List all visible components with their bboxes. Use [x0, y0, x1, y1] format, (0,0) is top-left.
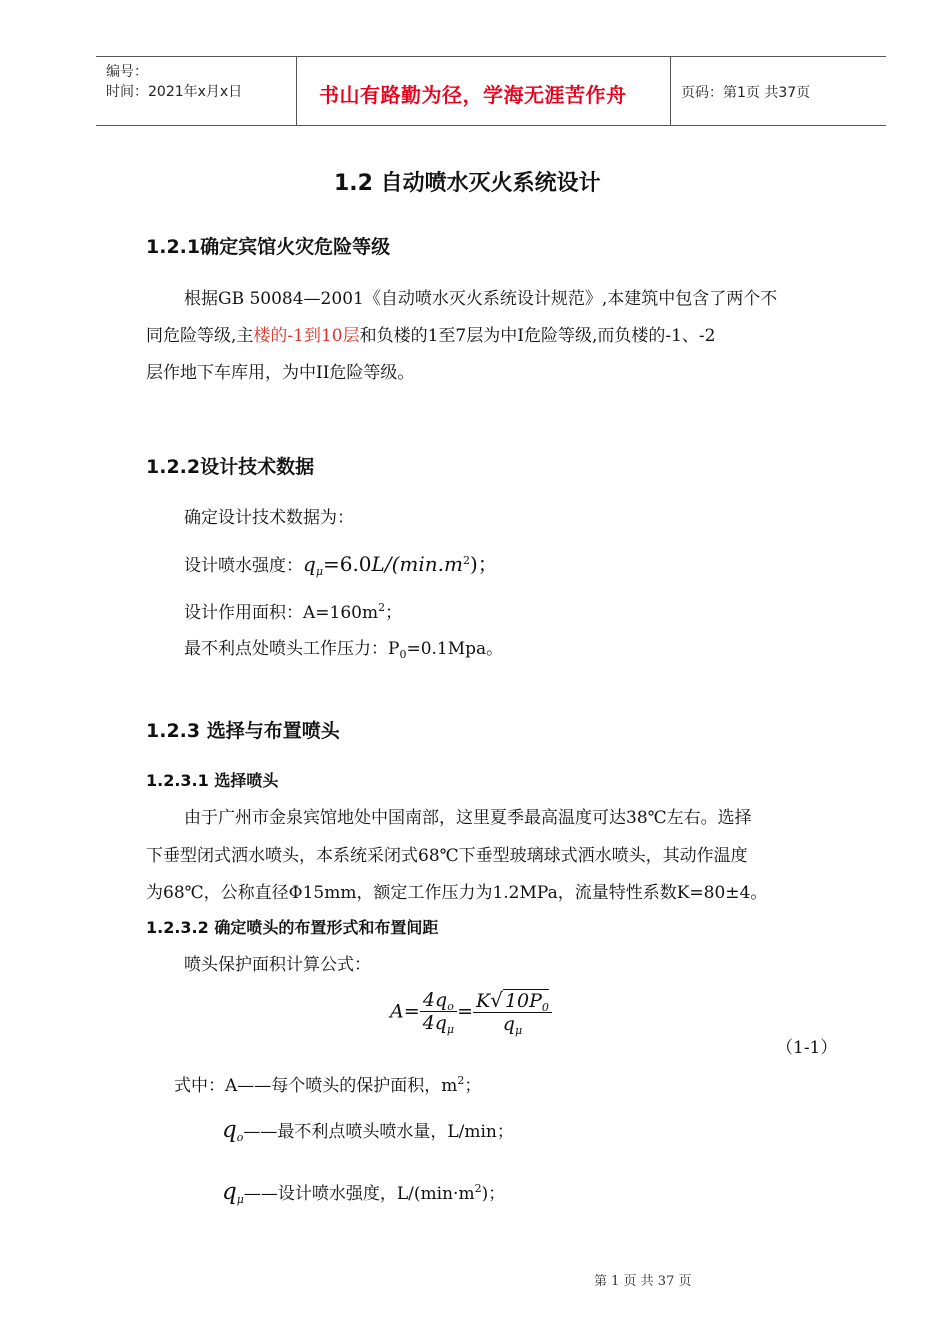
- intensity-symbol: q: [303, 552, 316, 576]
- q0-desc: ——最不利点喷头喷水量，L/min；: [243, 1122, 514, 1142]
- heading-1-2-3-2: 1.2.3.2 确定喷头的布置形式和布置间距: [146, 918, 439, 937]
- intensity-end: )；: [469, 552, 498, 576]
- pressure-line: [184, 634, 503, 659]
- numerator-sub: o: [447, 1000, 454, 1013]
- denominator-text: 4q: [422, 1012, 447, 1034]
- denominator-sub: μ: [514, 1024, 523, 1037]
- formula-intro: 喷头保护面积计算公式：: [184, 955, 371, 975]
- pressure-sub: 0: [399, 648, 407, 661]
- radicand-text: 10P: [504, 990, 542, 1012]
- s1-paragraph-line: 根据GB 50084—2001《自动喷水灭火系统设计规范》,本建筑中包含了两个不: [184, 289, 778, 309]
- intensity-unit: L/(min.m: [371, 552, 463, 576]
- doc-time-label: 时间：2021年x月x日: [106, 84, 243, 100]
- s3-paragraph-line: 为68℃，公称直径Φ15mm，额定工作压力为1.2MPa，流量特性系数K=80±4。: [146, 883, 768, 903]
- qu-sup: 2: [474, 1182, 482, 1195]
- s2-intro: 确定设计技术数据为：: [184, 508, 354, 528]
- formula-fraction-1: [420, 989, 457, 1034]
- heading-1-2-3: 1.2.3 选择与布置喷头: [146, 720, 340, 742]
- where-end: ；: [464, 1076, 482, 1096]
- fraction-numerator: [420, 989, 457, 1012]
- s3-paragraph-line: 下垂型闭式洒水喷头，本系统采闭式68℃下垂型玻璃球式洒水喷头，其动作温度: [146, 846, 748, 866]
- s1-text: 同危险等级,主: [146, 326, 254, 346]
- s1-highlight-text: 楼的-1到10层: [253, 326, 360, 346]
- where-sup: 2: [457, 1074, 465, 1087]
- numerator-text: 4q: [422, 989, 448, 1011]
- equation-number: （1-1）: [776, 1038, 838, 1058]
- q0-subscript: o: [236, 1131, 244, 1144]
- design-area-line: [184, 598, 402, 623]
- fraction-numerator: [473, 988, 552, 1013]
- denominator-sub: μ: [446, 1023, 455, 1036]
- heading-1-2-3-1: 1.2.3.1 选择喷头: [146, 771, 279, 790]
- qu-desc: ——设计喷水强度，L/(min·m: [243, 1184, 475, 1204]
- qu-definition: [222, 1179, 505, 1205]
- intensity-value: =6.0: [322, 552, 372, 576]
- radicand-sub: 0: [541, 1001, 549, 1014]
- protection-area-formula: [390, 988, 552, 1035]
- fraction-denominator: [473, 1013, 552, 1035]
- design-intensity-line: [184, 548, 498, 577]
- section-title: 1.2 自动喷水灭火系统设计: [334, 171, 601, 196]
- q0-definition: [222, 1117, 514, 1143]
- coefficient-K: K: [476, 990, 491, 1012]
- area-label: 设计作用面积：A=160m: [184, 603, 379, 623]
- intensity-subscript: μ: [315, 565, 323, 578]
- pressure-end: =0.1Mpa。: [406, 639, 504, 659]
- sqrt-icon: √: [490, 988, 503, 1012]
- s1-paragraph-line: [146, 321, 715, 346]
- s1-text: 和负楼的1至7层为中I危险等级,而负楼的-1、-2: [359, 326, 716, 346]
- doc-number-label: 编号：: [106, 64, 148, 80]
- denominator-text: q: [502, 1013, 515, 1035]
- radicand: [503, 989, 549, 1012]
- intensity-unit-sup: 2: [462, 554, 470, 567]
- area-end: ；: [385, 603, 403, 623]
- header-motto: 书山有路勤为径，学海无涯苦作舟: [319, 83, 627, 107]
- intensity-label: 设计喷水强度：: [184, 556, 303, 576]
- s1-paragraph-line: 层作地下车库用，为中II危险等级。: [146, 363, 415, 383]
- qu-symbol: q: [222, 1179, 237, 1205]
- formula-eq: =: [457, 1000, 473, 1023]
- header-page-info: 页码：第1页 共37页: [681, 85, 811, 101]
- heading-1-2-1: 1.2.1确定宾馆火灾危险等级: [146, 236, 391, 258]
- header-meta-cell: [96, 57, 297, 125]
- page-footer: 第 1 页 共 37 页: [594, 1274, 692, 1289]
- fraction-denominator: [420, 1012, 457, 1034]
- formula-A: A: [390, 1000, 404, 1023]
- area-sup: 2: [378, 601, 386, 614]
- heading-1-2-2: 1.2.2设计技术数据: [146, 456, 315, 478]
- header-page-cell: [671, 57, 886, 125]
- formula-where-line: [174, 1071, 481, 1096]
- pressure-label: 最不利点处喷头工作压力：P: [184, 639, 400, 659]
- qu-end: )；: [481, 1184, 506, 1204]
- where-A-desc: 式中：A——每个喷头的保护面积，m: [174, 1076, 458, 1096]
- page-header: [96, 56, 886, 126]
- header-motto-cell: [297, 57, 671, 125]
- q0-symbol: q: [222, 1117, 237, 1143]
- formula-eq: =: [403, 1000, 420, 1023]
- qu-subscript: μ: [236, 1193, 244, 1206]
- formula-fraction-2: [473, 988, 552, 1035]
- s3-paragraph-line: 由于广州市金泉宾馆地处中国南部，这里夏季最高温度可达38℃左右。选择: [184, 808, 752, 828]
